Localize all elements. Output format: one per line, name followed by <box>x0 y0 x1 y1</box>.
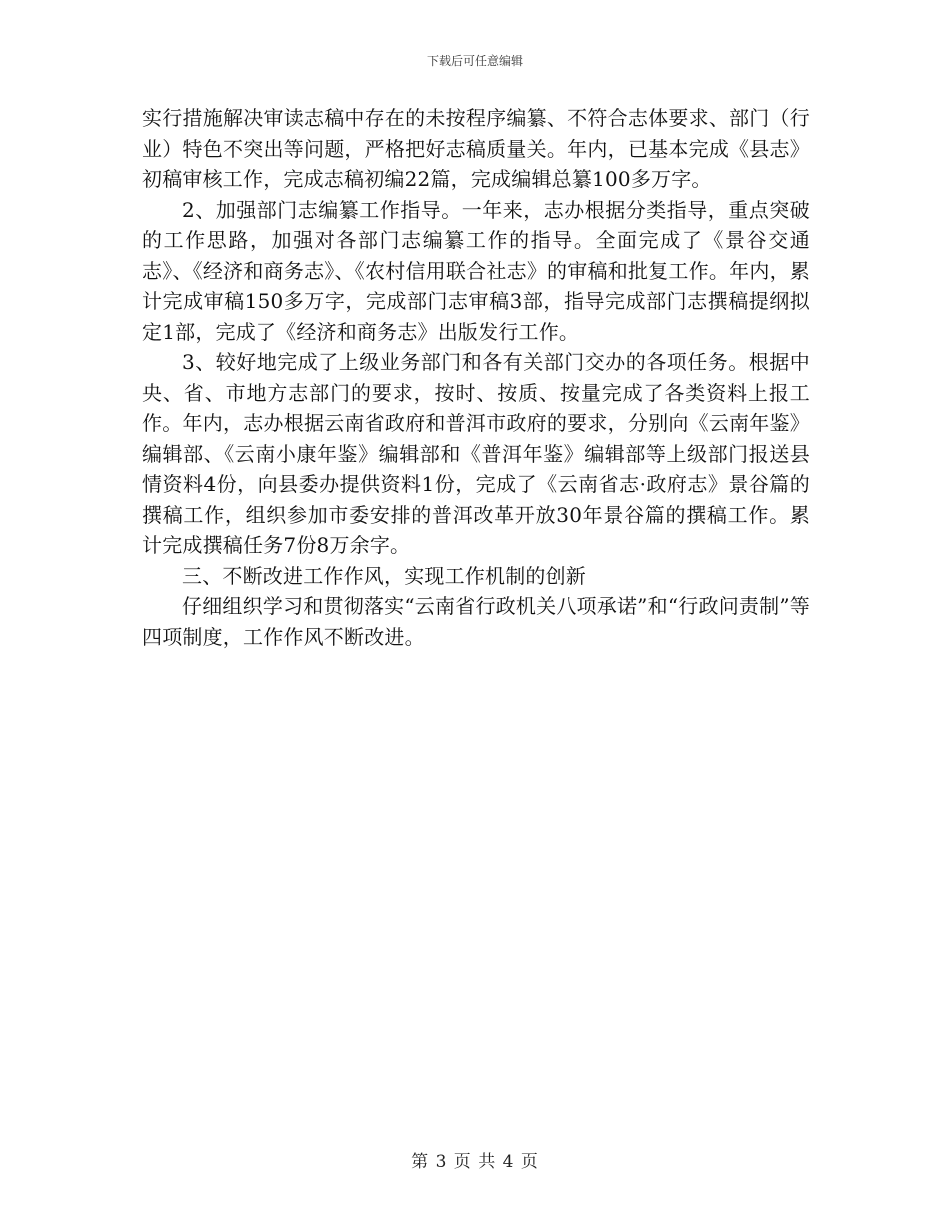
page-header: 下载后可任意编辑 <box>426 54 523 68</box>
paragraph-continuation: 实行措施解决审读志稿中存在的未按程序编纂、不符合志体要求、部门（行业）特色不突出等问题，严格把好志稿质量关。年内，已基本完成《县志》初稿审核工作，完成志稿初编22篇，完成编辑总纂100多万字。 <box>142 106 810 191</box>
section-heading-3: 三、不断改进工作作风，实现工作机制的创新 <box>182 563 586 588</box>
paragraph-work-style: 仔细组织学习和贯彻落实“云南省行政机关八项承诺”和“行政问责制”等四项制度，工作作风不断改进。 <box>142 594 810 649</box>
paragraph-item-2: 2、加强部门志编纂工作指导。一年来，志办根据分类指导，重点突破的工作思路，加强对各部门志编纂工作的指导。全面完成了《景谷交通志》、《经济和商务志》、《农村信用联合社志》的审稿和批复工作。年内，累计完成审稿150多万字，完成部门志审稿3部，指导完成部门志撰稿提纲拟定1部，完成了《经济和商务志》出版发行工作。 <box>142 197 810 344</box>
paragraph-item-3: 3、较好地完成了上级业务部门和各有关部门交办的各项任务。根据中央、省、市地方志部门的要求，按时、按质、按量完成了各类资料上报工作。年内，志办根据云南省政府和普洱市政府的要求，分别向《云南年鉴》编辑部、《云南小康年鉴》编辑部和《普洱年鉴》编辑部等上级部门报送县情资料4份，向县委办提供资料1份，完成了《云南省志·政府志》景谷篇的撰稿工作，组织参加市委安排的普洱改革开放30年景谷篇的撰稿工作。累计完成撰稿任务7份8万余字。 <box>142 350 810 557</box>
document-body <box>142 103 810 652</box>
page-footer: 第 3 页 共 4 页 <box>411 1152 539 1172</box>
